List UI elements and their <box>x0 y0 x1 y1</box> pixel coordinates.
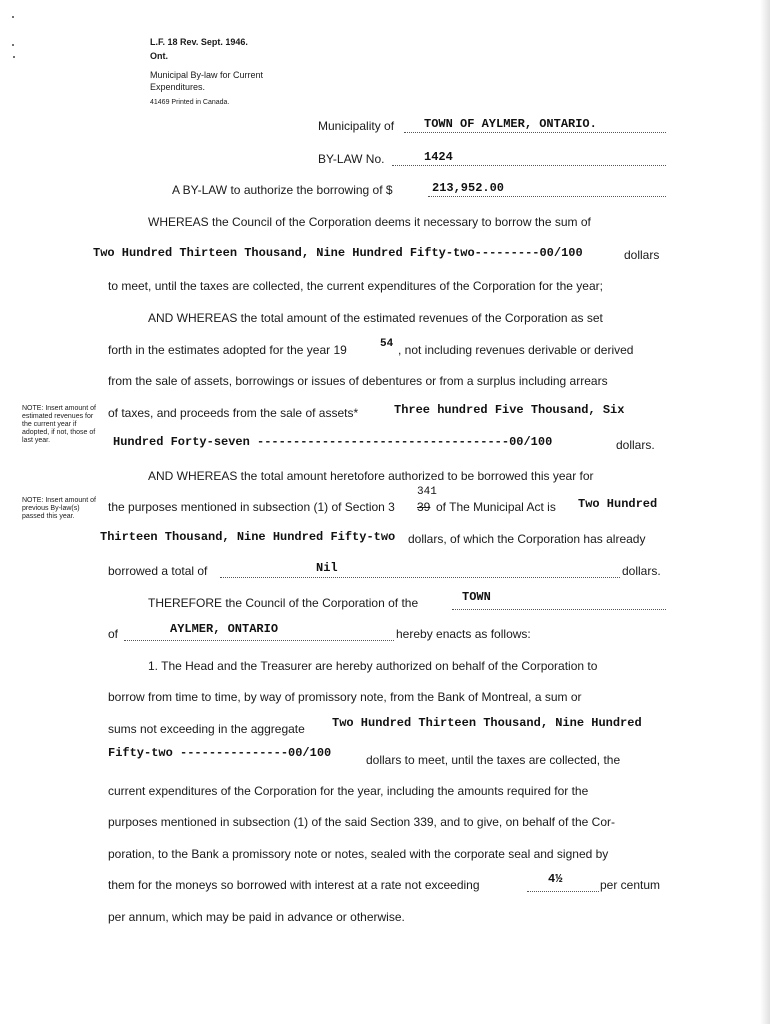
enacts-label: hereby enacts as follows: <box>396 627 531 641</box>
therefore-value: TOWN <box>462 590 491 604</box>
revenue-words-1: Three hundred Five Thousand, Six <box>394 403 625 417</box>
section-correction: 341 <box>417 486 437 498</box>
whereas-2-line1: AND WHEREAS the total amount of the estimated revenues of the Corporation as set <box>148 311 603 325</box>
prev-words-1: Two Hundred <box>578 497 658 511</box>
scan-speck <box>12 44 14 46</box>
borrowing-label: A BY-LAW to authorize the borrowing of $ <box>172 183 393 197</box>
municipality-label: Municipality of <box>318 119 395 133</box>
of-value: AYLMER, ONTARIO <box>170 622 279 636</box>
year-value: 54 <box>380 338 394 350</box>
clause-1-line8a: them for the moneys so borrowed with interest at a rate not exceeding <box>108 878 480 892</box>
clause-1-line1: 1. The Head and the Treasurer are hereby authorized on behalf of the Corporation to <box>148 659 598 673</box>
bylaw-label: BY-LAW No. <box>318 152 385 166</box>
clause-1-line4b: dollars to meet, until the taxes are collected, the <box>366 753 621 767</box>
aggregate-words-1: Two Hundred Thirteen Thousand, Nine Hundred <box>332 716 642 730</box>
borrowing-value: 213,952.00 <box>432 181 505 195</box>
scan-speck <box>13 56 15 58</box>
form-title-line2: Expenditures. <box>150 82 206 92</box>
clause-1-line9: per annum, which may be paid in advance or otherwise. <box>108 910 405 924</box>
whereas-3-line1: AND WHEREAS the total amount heretofore authorized to be borrowed this year for <box>148 469 594 483</box>
clause-1-line2: borrow from time to time, by way of promissory note, from the Bank of Montreal, a sum or <box>108 690 582 704</box>
whereas-1: WHEREAS the Council of the Corporation deems it necessary to borrow the sum of <box>148 215 591 229</box>
clause-1-line3a: sums not exceeding in the aggregate <box>108 722 305 736</box>
whereas-2-line2a: forth in the estimates adopted for the year 19 <box>108 343 347 357</box>
borrowed-label: borrowed a total of <box>108 564 208 578</box>
scan-shadow-edge <box>760 0 770 1024</box>
section-struck: 39 <box>417 500 431 514</box>
clause-1-line6: purposes mentioned in subsection (1) of the said Section 339, and to give, on behalf of the Cor- <box>108 815 615 829</box>
rate-value: 4½ <box>548 872 563 886</box>
margin-note-revenues: NOTE: Insert amount of estimated revenues for the current year if adopted, if not, those of last year. <box>22 405 96 444</box>
bylaw-value: 1424 <box>424 150 453 164</box>
of-label: of <box>108 627 119 641</box>
dollars-label-2: dollars. <box>616 438 655 452</box>
meet-line: to meet, until the taxes are collected, the current expenditures of the Corporation for the year; <box>108 279 603 293</box>
revenue-words-2: Hundred Forty-seven -----------------------------------00/100 <box>113 435 553 449</box>
whereas-2-line2b: , not including revenues derivable or derived <box>398 343 634 357</box>
clause-1-line7: poration, to the Bank a promissory note or notes, sealed with the corporate seal and signed by <box>108 847 609 861</box>
amount-words: Two Hundred Thirteen Thousand, Nine Hundred Fifty-two---------00/100 <box>93 246 583 260</box>
whereas-3-line2a: the purposes mentioned in subsection (1) of Section 3 <box>108 500 395 514</box>
whereas-3-line3b: dollars, of which the Corporation has already <box>408 532 646 546</box>
prev-words-2: Thirteen Thousand, Nine Hundred Fifty-two <box>100 530 396 544</box>
scan-speck <box>12 16 14 18</box>
form-code: L.F. 18 Rev. Sept. 1946. <box>150 37 248 47</box>
form-title-line1: Municipal By-law for Current <box>150 70 264 80</box>
clause-1-line5: current expenditures of the Corporation for the year, including the amounts required for the <box>108 784 589 798</box>
dollars-label-3: dollars. <box>622 564 661 578</box>
form-printed: 41469 Printed in Canada. <box>150 99 230 106</box>
clause-1-line8b: per centum <box>600 878 661 892</box>
borrowed-field-line <box>220 565 620 578</box>
municipality-value: TOWN OF AYLMER, ONTARIO. <box>424 117 597 131</box>
aggregate-words-2: Fifty-two ---------------00/100 <box>108 746 332 760</box>
therefore-label: THEREFORE the Council of the Corporation of the <box>148 596 419 610</box>
whereas-2-line4: of taxes, and proceeds from the sale of assets* <box>108 406 359 420</box>
whereas-3-line2b: of The Municipal Act is <box>436 500 556 514</box>
margin-note-previous: NOTE: Insert amount of previous By-law(s) passed this year. <box>22 497 96 520</box>
form-province: Ont. <box>150 51 168 61</box>
whereas-2-line3: from the sale of assets, borrowings or issues of debentures or from a surplus including arrears <box>108 374 608 388</box>
borrowed-value: Nil <box>316 561 338 575</box>
dollars-label-1: dollars <box>624 248 660 262</box>
rate-field-line <box>527 879 599 892</box>
